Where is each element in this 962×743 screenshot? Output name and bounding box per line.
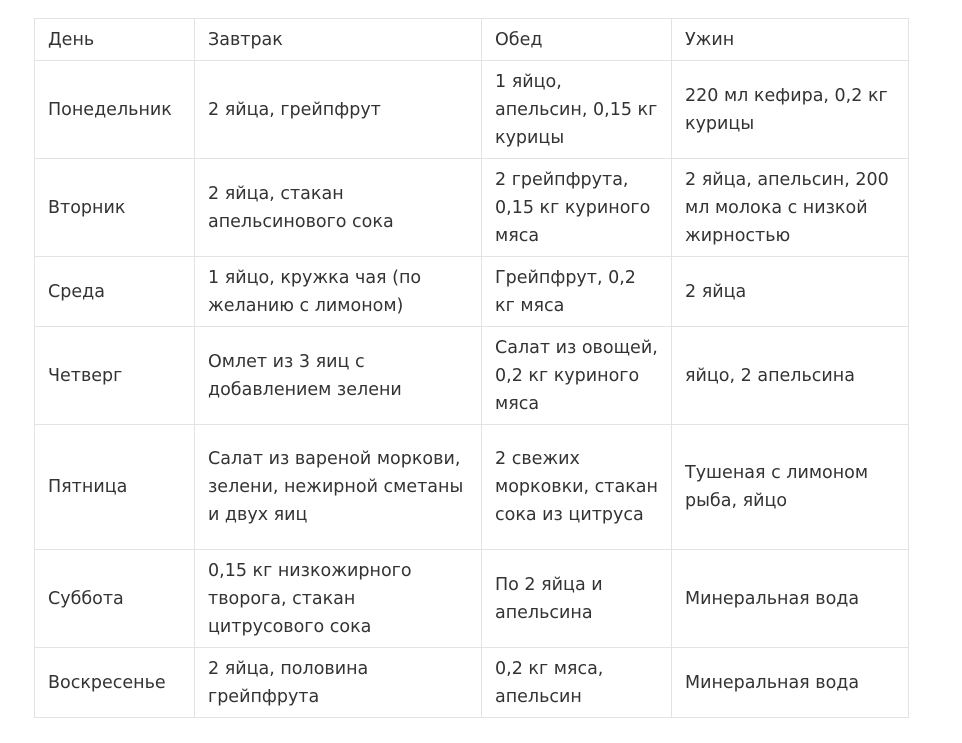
cell-day: Понедельник xyxy=(35,61,195,159)
cell-breakfast: 2 яйца, половина грейпфрута xyxy=(195,648,482,718)
cell-lunch: По 2 яйца и апельсина xyxy=(482,550,672,648)
cell-breakfast: 0,15 кг низкожирного творога, стакан цитрусового сока xyxy=(195,550,482,648)
header-breakfast: Завтрак xyxy=(195,19,482,61)
header-day: День xyxy=(35,19,195,61)
cell-lunch: 2 грейпфрута, 0,15 кг куриного мяса xyxy=(482,159,672,257)
table-container xyxy=(34,18,909,718)
cell-lunch: Грейпфрут, 0,2 кг мяса xyxy=(482,257,672,327)
table-row xyxy=(35,327,909,425)
table-row xyxy=(35,550,909,648)
cell-dinner: 220 мл кефира, 0,2 кг курицы xyxy=(672,61,909,159)
diet-table xyxy=(34,18,909,718)
cell-breakfast: Салат из вареной моркови, зелени, нежирной сметаны и двух яиц xyxy=(195,425,482,550)
table-row xyxy=(35,159,909,257)
table-row xyxy=(35,61,909,159)
cell-dinner: Минеральная вода xyxy=(672,550,909,648)
cell-dinner: 2 яйца xyxy=(672,257,909,327)
cell-breakfast: 1 яйцо, кружка чая (по желанию с лимоном) xyxy=(195,257,482,327)
cell-day: Воскресенье xyxy=(35,648,195,718)
table-header-row xyxy=(35,19,909,61)
cell-day: Пятница xyxy=(35,425,195,550)
cell-dinner: Минеральная вода xyxy=(672,648,909,718)
cell-lunch: 1 яйцо, апельсин, 0,15 кг курицы xyxy=(482,61,672,159)
cell-dinner: Тушеная с лимоном рыба, яйцо xyxy=(672,425,909,550)
cell-lunch: 2 свежих морковки, стакан сока из цитруса xyxy=(482,425,672,550)
cell-lunch: 0,2 кг мяса, апельсин xyxy=(482,648,672,718)
cell-day: Суббота xyxy=(35,550,195,648)
header-dinner: Ужин xyxy=(672,19,909,61)
cell-day: Среда xyxy=(35,257,195,327)
table-row xyxy=(35,648,909,718)
table-row xyxy=(35,257,909,327)
cell-lunch: Салат из овощей, 0,2 кг куриного мяса xyxy=(482,327,672,425)
cell-breakfast: 2 яйца, стакан апельсинового сока xyxy=(195,159,482,257)
cell-breakfast: 2 яйца, грейпфрут xyxy=(195,61,482,159)
header-lunch: Обед xyxy=(482,19,672,61)
table-row xyxy=(35,425,909,550)
cell-breakfast: Омлет из 3 яиц с добавлением зелени xyxy=(195,327,482,425)
cell-day: Четверг xyxy=(35,327,195,425)
cell-day: Вторник xyxy=(35,159,195,257)
cell-dinner: яйцо, 2 апельсина xyxy=(672,327,909,425)
cell-dinner: 2 яйца, апельсин, 200 мл молока с низкой жирностью xyxy=(672,159,909,257)
